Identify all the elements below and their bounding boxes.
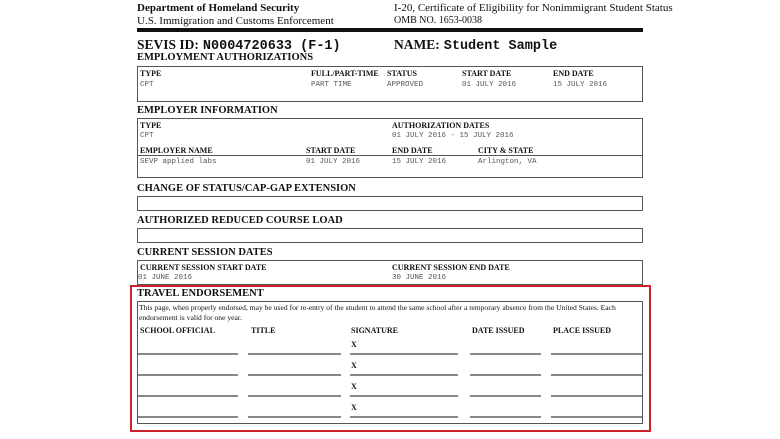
agency-name: Department of Homeland Security bbox=[137, 2, 300, 14]
sevis-value: N0004720633 (F-1) bbox=[202, 39, 341, 54]
form-title: I-20, Certificate of Eligibility for Nonimmigrant Student Status bbox=[394, 2, 673, 14]
auth-dates-label: AUTHORIZATION DATES bbox=[392, 121, 490, 130]
col-school-official: SCHOOL OFFICIAL bbox=[140, 326, 215, 335]
school-official-line-4[interactable] bbox=[138, 416, 238, 418]
date-issued-line-3[interactable] bbox=[470, 395, 541, 397]
date-issued-line-4[interactable] bbox=[470, 416, 541, 418]
cell-start-date: 01 JULY 2016 bbox=[462, 81, 517, 89]
signature-line-1[interactable] bbox=[350, 353, 458, 355]
cell-employer-name: SEVP applied labs bbox=[140, 158, 217, 166]
session-end-label: CURRENT SESSION END DATE bbox=[392, 263, 510, 272]
title-line-4[interactable] bbox=[248, 416, 341, 418]
sub-agency-name: U.S. Immigration and Customs Enforcement bbox=[137, 15, 334, 27]
col-signature: SIGNATURE bbox=[351, 326, 398, 335]
section-title-employment: EMPLOYMENT AUTHORIZATIONS bbox=[137, 52, 314, 63]
col-employer-name: EMPLOYER NAME bbox=[140, 146, 213, 155]
school-official-line-2[interactable] bbox=[138, 374, 238, 376]
title-line-1[interactable] bbox=[248, 353, 341, 355]
title-line-3[interactable] bbox=[248, 395, 341, 397]
sevis-label: SEVIS ID: bbox=[137, 37, 199, 52]
signature-line-4[interactable] bbox=[350, 416, 458, 418]
section-title-current-session: CURRENT SESSION DATES bbox=[137, 247, 273, 258]
col-employer-end: END DATE bbox=[392, 146, 433, 155]
section-title-employer: EMPLOYER INFORMATION bbox=[137, 105, 278, 116]
col-city-state: CITY & STATE bbox=[478, 146, 534, 155]
employer-information-box bbox=[137, 118, 643, 178]
col-title: TITLE bbox=[251, 326, 276, 335]
name-label: NAME: bbox=[394, 37, 440, 52]
school-official-line-1[interactable] bbox=[138, 353, 238, 355]
cell-employer-start: 01 JULY 2016 bbox=[306, 158, 361, 166]
cell-type: CPT bbox=[140, 81, 154, 89]
session-start-value: 01 JUNE 2016 bbox=[138, 274, 193, 282]
session-start-label: CURRENT SESSION START DATE bbox=[140, 263, 267, 272]
signature-x-1: X bbox=[351, 340, 357, 349]
signature-x-4: X bbox=[351, 403, 357, 412]
auth-dates-value: 01 JULY 2016 - 15 JULY 2016 bbox=[392, 132, 514, 140]
section-title-change-of-status: CHANGE OF STATUS/CAP-GAP EXTENSION bbox=[137, 183, 356, 194]
employer-header-divider bbox=[138, 155, 642, 156]
col-full-part-time: FULL/PART-TIME bbox=[311, 69, 379, 78]
cell-employer-end: 15 JULY 2016 bbox=[392, 158, 447, 166]
title-line-2[interactable] bbox=[248, 374, 341, 376]
place-issued-line-4[interactable] bbox=[551, 416, 642, 418]
place-issued-line-1[interactable] bbox=[551, 353, 642, 355]
col-employer-start: START DATE bbox=[306, 146, 356, 155]
col-end-date: END DATE bbox=[553, 69, 594, 78]
student-name bbox=[394, 36, 557, 54]
reduced-course-load-box bbox=[137, 228, 643, 243]
signature-x-2: X bbox=[351, 361, 357, 370]
place-issued-line-3[interactable] bbox=[551, 395, 642, 397]
col-start-date: START DATE bbox=[462, 69, 512, 78]
signature-line-2[interactable] bbox=[350, 374, 458, 376]
date-issued-line-1[interactable] bbox=[470, 353, 541, 355]
cell-city-state: Arlington, VA bbox=[478, 158, 537, 166]
section-title-reduced-course-load: AUTHORIZED REDUCED COURSE LOAD bbox=[137, 215, 343, 226]
col-status: STATUS bbox=[387, 69, 417, 78]
col-type: TYPE bbox=[140, 69, 162, 78]
employment-authorizations-box bbox=[137, 66, 643, 102]
place-issued-line-2[interactable] bbox=[551, 374, 642, 376]
school-official-line-3[interactable] bbox=[138, 395, 238, 397]
employer-type-value: CPT bbox=[140, 132, 154, 140]
signature-line-3[interactable] bbox=[350, 395, 458, 397]
col-date-issued: DATE ISSUED bbox=[472, 326, 525, 335]
date-issued-line-2[interactable] bbox=[470, 374, 541, 376]
change-of-status-box bbox=[137, 196, 643, 211]
col-place-issued: PLACE ISSUED bbox=[553, 326, 612, 335]
travel-endorsement-box bbox=[137, 301, 643, 424]
omb-number: OMB NO. 1653-0038 bbox=[394, 15, 483, 26]
current-session-box bbox=[137, 260, 643, 285]
signature-x-3: X bbox=[351, 382, 357, 391]
cell-full-part-time: PART TIME bbox=[311, 81, 352, 89]
header-divider bbox=[137, 28, 643, 32]
section-title-travel-endorsement: TRAVEL ENDORSEMENT bbox=[137, 288, 264, 299]
cell-status: APPROVED bbox=[387, 81, 424, 89]
session-end-value: 30 JUNE 2016 bbox=[392, 274, 447, 282]
employer-type-label: TYPE bbox=[140, 121, 162, 130]
travel-endorsement-note: This page, when properly endorsed, may be used for re-entry of the student to attend the same school after a temporary absence from the United States. Each endorsement is valid for one year. bbox=[139, 303, 616, 322]
name-value: Student Sample bbox=[443, 39, 558, 54]
cell-end-date: 15 JULY 2016 bbox=[553, 81, 608, 89]
